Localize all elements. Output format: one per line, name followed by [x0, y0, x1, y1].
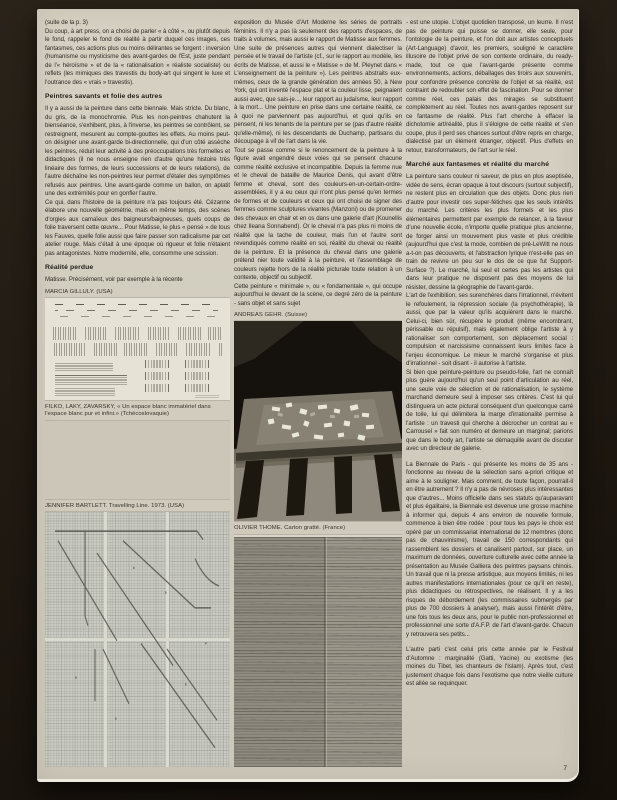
tally-grid	[185, 372, 211, 380]
tally-grid	[145, 372, 171, 380]
white-strip	[199, 427, 211, 487]
white-strip	[118, 427, 130, 489]
model-table-photo	[234, 321, 402, 521]
text-block	[55, 375, 127, 385]
column-right	[406, 19, 573, 763]
figure-caption-filko: FILKO, LAKY, ZAVARSKY, « Un espace blanc immatériel dans l'espace blanc pur et infini.» (Tchécoslovaquie)	[45, 403, 211, 418]
column-left	[45, 19, 230, 767]
tally-grid	[145, 384, 171, 392]
figure-caption-thome: OLIVIER THOME. Carton gratté. (France)	[234, 525, 346, 532]
white-strip	[216, 428, 228, 492]
white-strip	[148, 428, 160, 488]
column-middle	[234, 19, 402, 767]
tally-band	[53, 343, 222, 356]
paragraph: exposition du Musée d'Art Moderne les séries de portraits féminins. Il n'y a pas là seulement des rapports d'espaces, de traits à volumes, mais aussi le rapport de Matisse aux femmes. Une suite de présences autres qui viennent dialectiser la pensée et le travail de l'artiste (cf., sur le rapport au modèle, les écrits de Matisse, et aussi le « Matisse » de M. Pleynet dans « L'enseignement de la peinture »). Les peintres abstraits eux-mêmes, ceux de la grande génération des années 50, à New York, qui ont inventé l'espace plat et la couleur lisse, peignaient aussi avec, que sais-je..., leur rapport au judaïsme, leur rapport à la mort... Une peinture en prise dans une certaine réalité, ce à quoi ne parviennent pas aujourd'hui, et quoi qu'ils en pensent, ni les tenants de la peinture per se (pas d'autre réalité qu'elle-même), ni les descendants de Duchamp, partisans du découpage à vif de l'art dans la vie.	[234, 19, 402, 145]
paragraph: La Biennale de Paris - qui présente les moins de 35 ans - fonctionne au niveau de la sélection sans a-priori critique et aime à le souligner. Mais comment, de toute façon, pourrait-il en être autrement ? Il n'y a pas de névroses plus intéressantes que d'autres... Moins officielle dans ses statuts qu'auparavant et plus égalitaire, la Biennale est devenue une grosse machine à informer qui, depuis 4 ans environ de nouvelle formule, commence à bien être rodée : pour tous les pays le choix est opéré par un commissariat international de 12 membres (donc pas de chauvinisme), travail de 150 correspondants qui rassemblent les dossiers et canalisent partout, sur place, un maximum de données, ouverture culturelle avec cette année la présentation au Musée Galliera des peintres paysans chinois. Un travail que ni la presse artistique, aux moyens limités, ni les autres manifestations internationales (pour ce qu'il en reste), plus didactiques ou rétrospectives, ne réalisent. Il y a les risques de débordement (les commissaires submergés par plus de 700 dossiers à analyser), mais aussi l'intérêt d'être, une fois tous les deux ans, pour le public non-professionnel et professionnel une sorte d'A.F.P. de l'art d'avant-garde. Chacun y retrouvera ses petits...	[406, 460, 573, 638]
white-strip	[165, 427, 177, 489]
paragraph: Cette peinture « minimale », ou « fondamentale », qui occupe aujourd'hui le devant de la scène, ce degré zéro de la peinture - sans objet et sans sujet	[234, 282, 402, 307]
white-strip	[101, 428, 113, 492]
section-heading-realite-perdue: Réalité perdue	[45, 264, 94, 271]
tally-grid	[185, 360, 211, 368]
figure-caption-bartlett: JENNIFER BARTLETT. Travelling Line. 1973. (USA)	[45, 502, 185, 509]
tally-grid	[185, 384, 211, 392]
tally-band	[53, 327, 222, 340]
paragraph: L'autre parti c'est celui pris cette année par le Festival d'Automne : marginalité (Gatti, Yacine) ou exotisme (les moines du Tibet, les chanteurs de l'Islam). Après tout, c'est justement chaque fois dans l'exotisme que notre vieille culture est allée se requinquer.	[406, 646, 573, 687]
score-marks	[55, 310, 218, 311]
figure-gilluly-image	[45, 298, 230, 400]
text-block	[55, 388, 115, 396]
figure-gehr-image	[234, 321, 402, 521]
paragraph: Si bien que peinture-peinture ou pseudo-folie, l'art ne connaît plus guère aujourd'hui qu'un seul point d'articulation au réel, une seule voie de sélection et de rationalisation, le système marchand demeure seul à imposer ses critères. C'est lui qui distinguera un acte pictural conséquent d'un quelconque carré de toile, lui qui délimitera la marge d'irrationalité permise à l'artiste : un travesti qui cherche à décrocher un contrat au « Carrousel » fait son numéro et demeure un marginal; parions que dans le body art, l'artiste se démaquille avant de discuter avec un directeur de galerie.	[406, 368, 573, 452]
score-marks	[55, 316, 218, 317]
figure-thome-image	[234, 535, 402, 767]
white-strip	[50, 427, 62, 489]
continuation-note: (suite de la p. 3)	[45, 19, 88, 26]
figure-bartlett-image	[45, 512, 230, 767]
tally-grid	[145, 360, 171, 368]
paragraph: Du coup, à art press, on a choisi de parler « à côté », ou plutôt depuis le fond, rappeler le fond de réalité à partir duquel ces images, ces fantasmes, ces actions plus ou moins délirantes se forgent : inversion (humanisme ou mysticisme des avant-gardes de l'Est, juste pendant de l'« héroïsme » et de la « rationalisation » réaliste socialiste) ou reflets (les mimiques des travestis du body-art qui singent le luxe et l'outrance des « vrais » travestis).	[45, 27, 230, 86]
white-strip	[67, 428, 79, 492]
paragraph: Il y a aussi de la peinture dans cette biennale. Mais stricte. Du blanc, du gris, de la monochromie. Plus les non-peintres chahutent la bienséance, s'exhibent, plus, à l'inverse, les peintres se contrôlent, se restreignent, mesurent au compte-gouttes les effets. Au moins peut-on désigner une avant-garde bi-directionnelle, qui d'un côté assèche les peintres, réduit leur activité à des préoccupations très formelles et didactiques (il ne nous enseigne rien d'autre qu'une histoire très linéaire des formes, de leurs successions et de leurs relations), de l'autre déchaîne les non-peintres leur permet d'étaler des symptômes refusés aux peintres. Une avant-garde comme un ballon, on aplatit une des extrémités pour en gonfler l'autre.	[45, 105, 230, 197]
section-heading-peintres-savants: Peintres savants et folie des autres	[45, 93, 163, 100]
white-strip	[84, 427, 96, 487]
page-number: 7	[563, 765, 567, 772]
text-block	[55, 362, 113, 371]
paragraph: Matisse. Précisément, voir par exemple à la récente	[45, 276, 183, 283]
travelling-line-drawing	[45, 512, 230, 767]
paragraph: Tout se passe comme si le renoncement de la peinture à la figure avait engendré deux voies qui se pensent chacune comme réalité exclusive et incompatible. Depuis la femme nue et le cheval de bataille de Maurice Denis, qui avant d'être femme et cheval, sont des couleurs-en-un-certain-ordre-assemblées, il y a eu ceux qui n'ont plus pensé qu'en termes de formes et de couleurs et ceux qui ont choisi de signer des femmes comme sculptures vivantes (Manzoni) ou de promener des chevaux en chair et en os dans une galerie d'art (Kounellis chez Ileana Sonnabend). Or le cheval n'a pas plus ni moins de réalité que la tache de couleur, mais l'un et l'autre sont revendiqués comme réalité en soi, réalité du cheval ou réalité de la peinture. Et la présence du cheval dans une galerie prétend nier toute validité à la peinture, et l'assemblage de couleurs rejette hors de la réalité picturale toute relation à un contexte, objectif ou subjectif.	[234, 146, 402, 281]
text-block	[195, 394, 219, 398]
figure-caption-gilluly: MARCIA GILLULY. (USA)	[45, 288, 113, 295]
white-strip	[182, 428, 194, 492]
figure-caption-gehr: ANDREAS GEHR. (Suisse)	[234, 312, 308, 318]
magazine-page	[37, 9, 579, 782]
paragraph: L'art de l'exhibition, ses surenchères dans l'irrationnel, n'évitent le refoulement, la répression sociale (la psychothérapie), là aussi, que par la valeur qu'ils acquièrent dans le marché. Celui-ci, bien sûr, récupère le produit (même encombrant, périssable ou répulsif), mais également oblige l'artiste à y rationaliser son comportement, son déplacement social : compulsion et narcissisme connaissent leurs limites face à l'enjeu économique. Le mieux le marché s'organise et plus d'irrationnel - soit disant - il autorise à l'artiste.	[406, 292, 573, 367]
score-marks	[55, 304, 218, 305]
paragraph: La peinture sans couleur ni saveur, de plus en plus aseptisée, vidée de sens, écran opaque à tout discours (surtout subjectif), ne restent plus en circulation que des objets. Donc plus rien d'autre pour investir ces super-fétiches que les seuls intérêts du marché. Les critères les plus formels et les plus élémentaires permettent par exemple de relancer, à la faveur d'une nouvelle école, n'importe quelle pratique plus ancienne, de forger ainsi un mouvement plus vaste et plus crédible (aujourd'hui que c'est la mode, combien de pré-LeWitt ne nous a-t-on pas découverts, et l'abstraction lyrique n'est-elle pas en train de revivre un peu sur le dos de ce que fut Support-Surface ?). Le marché, lui seul et certes pas les artistes qui dans leur pratique ne disposent pas des moyens de lui résister, dessine la géographie de l'avant-garde.	[406, 173, 573, 291]
figure-filko-image	[45, 421, 230, 499]
paragraph: Ce qui, dans l'histoire de la peinture n'a pas toujours été. Cézanne élabore une nouvelle géométrie, mais en même temps, des scènes d'orgies aux camaïeux des baigneurs/baigneuses, quels coups de folie traversent cette œuvre... Pour Matisse, le plus « pensé » de tous les Fauves, quelle folie aussi que faire passer son radicalisme par cet atelier rouge. Mais c'était à une époque où rigueur et folie n'étaient pas antagonistes. Notre modernité, elle, consomme une scission.	[45, 198, 230, 257]
paragraph: - est une utopie. L'objet quotidien transposé, un leurre. Il n'est pas de peinture qui puisse se donner, elle seule, pour l'ontologie de la peinture, et l'on doit aux artistes conceptuels (Art-Language) d'avoir, les premiers, souligné le caractère illusoire de l'objet privé de son contexte ordinaire, du ready-made, tout ce que l'avant-garde présente comme environnements, actions, déballages des tiroirs aux souvenirs, pour confondre présence concrète de l'objet et sa réalité, est contraint de redoubler son effet de fascination. Pour se donner comme réel, ces palais des mirages se substituent complètement au réel. Toutes nos avant-gardes reposent sur ce fantasme de réalité. Plus l'art cherche à effacer la dichotomie art/réalité, plus il s'éloigne de cette réalité et s'en coupe, plus il perd ses chances surtout d'être repris en charge, dialectisé par un élément étranger, objectif. Plus d'effets en retour, transformateurs, de l'art sur le réel.	[406, 19, 573, 154]
section-heading-marche: Marché aux fantasmes et réalité du marché	[406, 161, 550, 168]
